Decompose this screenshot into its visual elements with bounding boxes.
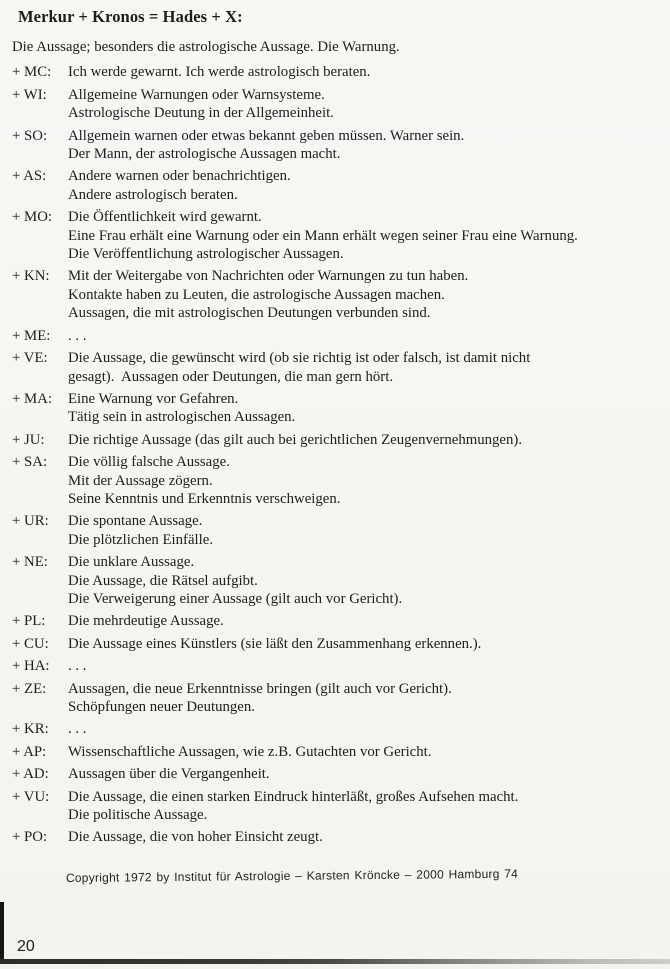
entry-lines bbox=[68, 327, 668, 345]
entry-row bbox=[12, 453, 668, 508]
entry-line-text: Seine Kenntnis und Erkenntnis verschweigen. bbox=[68, 490, 341, 507]
scan-artifact-left-bar bbox=[0, 902, 4, 962]
entry-label: + VE: bbox=[12, 350, 48, 367]
page-title: Merkur + Kronos = Hades + X: bbox=[18, 7, 243, 26]
entry-line-text: gesagt). Aussagen oder Deutungen, die man gern hört. bbox=[68, 368, 394, 385]
entry-lines bbox=[68, 63, 668, 81]
entry-label: + SA: bbox=[12, 454, 48, 471]
entry-lines bbox=[68, 167, 668, 204]
entry-row bbox=[12, 743, 668, 761]
entry-label: + KR: bbox=[12, 721, 49, 738]
entry-label: + KN: bbox=[12, 268, 50, 285]
entry-lines bbox=[68, 635, 668, 653]
entry-line-text: Allgemein warnen oder etwas bekannt geben müssen. Warner sein. bbox=[68, 127, 465, 144]
entry-lines bbox=[68, 612, 668, 630]
entry-row bbox=[12, 828, 668, 846]
entry-lines bbox=[68, 657, 668, 675]
entry-row bbox=[12, 349, 668, 386]
entry-line-text: Die politische Aussage. bbox=[68, 807, 208, 824]
entry-line-text: Andere astrologisch beraten. bbox=[68, 186, 238, 203]
entry-label: + MC: bbox=[12, 64, 52, 81]
scan-artifact-bottom-edge bbox=[0, 959, 670, 964]
entry-label: + ME: bbox=[12, 327, 51, 344]
entry-line-text: Eine Warnung vor Gefahren. bbox=[68, 390, 239, 407]
entry-line-text: Wissenschaftliche Aussagen, wie z.B. Gutachten vor Gericht. bbox=[68, 743, 432, 760]
entry-line-text: Die richtige Aussage (das gilt auch bei gerichtlichen Zeugenvernehmungen). bbox=[68, 431, 523, 448]
entry-lines bbox=[68, 86, 668, 123]
entry-line-text: Die Verweigerung einer Aussage (gilt auch vor Gericht). bbox=[68, 590, 403, 607]
entry-row bbox=[12, 553, 668, 608]
entry-line-text: Die Veröffentlichung astrologischer Aussagen. bbox=[68, 246, 344, 263]
page-number: 20 bbox=[17, 938, 35, 955]
entry-row bbox=[12, 127, 668, 164]
entry-line-text: Aussagen über die Vergangenheit. bbox=[68, 766, 270, 783]
entry-line-text: Die Aussage, die einen starken Eindruck hinterläßt, großes Aufsehen macht. bbox=[68, 788, 519, 805]
entry-row bbox=[12, 680, 668, 717]
entry-line-text: Aussagen, die neue Erkenntnisse bringen (gilt auch vor Gericht). bbox=[68, 680, 452, 697]
entry-lines bbox=[68, 788, 668, 825]
entry-lines bbox=[68, 765, 668, 783]
entry-row bbox=[12, 390, 668, 427]
entry-line-text: Eine Frau erhält eine Warnung oder ein Mann erhält wegen seiner Frau eine Warnung. bbox=[68, 227, 578, 244]
entry-line-text: . . . bbox=[68, 327, 87, 344]
entry-line-text: Die unklare Aussage. bbox=[68, 554, 195, 571]
entry-line-text: Die Aussage, die von hoher Einsicht zeugt. bbox=[68, 829, 323, 846]
entry-line-text: Ich werde gewarnt. Ich werde astrologisch beraten. bbox=[68, 64, 371, 81]
entry-label: + AS: bbox=[12, 168, 47, 185]
entry-lines bbox=[68, 553, 668, 608]
entry-row bbox=[12, 657, 668, 675]
copyright-line: Copyright 1972 by Institut für Astrologie – Karsten Kröncke – 2000 Hamburg 74 bbox=[65, 866, 519, 885]
entry-label: + SO: bbox=[12, 127, 48, 144]
entry-row bbox=[12, 635, 668, 653]
entry-lines bbox=[68, 828, 668, 846]
entry-line-text: Allgemeine Warnungen oder Warnsysteme. bbox=[68, 86, 325, 103]
entry-lines bbox=[68, 743, 668, 761]
entry-label: + AD: bbox=[12, 766, 49, 783]
entry-line-text: Aussagen, die mit astrologischen Deutungen verbunden sind. bbox=[68, 305, 431, 322]
entry-line-text: Mit der Aussage zögern. bbox=[68, 472, 213, 489]
entry-row bbox=[12, 788, 668, 825]
entry-row bbox=[12, 765, 668, 783]
entry-row bbox=[12, 63, 668, 81]
entry-line-text: Die Aussage, die gewünscht wird (ob sie richtig ist oder falsch, ist damit nicht bbox=[68, 350, 531, 367]
entry-line-text: Die Öffentlichkeit wird gewarnt. bbox=[68, 209, 262, 226]
entry-lines bbox=[68, 390, 668, 427]
entry-label: + ZE: bbox=[12, 680, 47, 697]
entry-label: + PL: bbox=[12, 613, 46, 630]
entry-line-text: Kontakte haben zu Leuten, die astrologische Aussagen machen. bbox=[68, 286, 445, 303]
entry-line-text: Der Mann, der astrologische Aussagen macht. bbox=[68, 146, 341, 163]
entry-lines bbox=[68, 720, 668, 738]
entry-label: + HA: bbox=[12, 658, 50, 675]
entry-line-text: . . . bbox=[68, 658, 87, 675]
entry-line-text: Astrologische Deutung in der Allgemeinheit. bbox=[68, 105, 334, 122]
entry-row bbox=[12, 612, 668, 630]
entry-lines bbox=[68, 267, 668, 322]
entry-row bbox=[12, 86, 668, 123]
entry-row bbox=[12, 327, 668, 345]
entry-line-text: Die Aussage, die Rätsel aufgibt. bbox=[68, 572, 258, 589]
entry-line-text: Tätig sein in astrologischen Aussagen. bbox=[68, 409, 296, 426]
entry-row bbox=[12, 720, 668, 738]
entry-label: + CU: bbox=[12, 635, 49, 652]
entry-lines bbox=[68, 431, 668, 449]
entry-line-text: Die mehrdeutige Aussage. bbox=[68, 613, 224, 630]
entry-lines bbox=[68, 680, 668, 717]
entry-lines bbox=[68, 208, 668, 263]
entry-label: + VU: bbox=[12, 788, 50, 805]
entry-label: + MO: bbox=[12, 209, 52, 226]
entry-row bbox=[12, 208, 668, 263]
entry-line-text: Die Aussage eines Künstlers (sie läßt den Zusammenhang erkennen.). bbox=[68, 635, 482, 652]
entry-label: + PO: bbox=[12, 829, 48, 846]
entry-lines bbox=[68, 453, 668, 508]
entries-list bbox=[12, 63, 668, 846]
entry-label: + UR: bbox=[12, 513, 49, 530]
entry-line-text: Die völlig falsche Aussage. bbox=[68, 454, 230, 471]
entry-lines bbox=[68, 512, 668, 549]
entry-label: + WI: bbox=[12, 86, 47, 103]
entry-label: + NE: bbox=[12, 554, 48, 571]
entry-line-text: Die plötzlichen Einfälle. bbox=[68, 531, 214, 548]
entry-line-text: Andere warnen oder benachrichtigen. bbox=[68, 168, 291, 185]
entry-line-text: . . . bbox=[68, 721, 87, 738]
entry-row bbox=[12, 512, 668, 549]
intro-text: Die Aussage; besonders die astrologische Aussage. Die Warnung. bbox=[12, 39, 400, 55]
entry-row bbox=[12, 267, 668, 322]
entry-lines bbox=[68, 349, 668, 386]
entry-row bbox=[12, 167, 668, 204]
entry-label: + AP: bbox=[12, 743, 47, 760]
entry-label: + JU: bbox=[12, 431, 45, 448]
entry-lines bbox=[68, 127, 668, 164]
entry-row bbox=[12, 431, 668, 449]
entry-line-text: Mit der Weitergabe von Nachrichten oder Warnungen zu tun haben. bbox=[68, 268, 469, 285]
entry-line-text: Die spontane Aussage. bbox=[68, 513, 203, 530]
entry-line-text: Schöpfungen neuer Deutungen. bbox=[68, 699, 255, 715]
entry-label: + MA: bbox=[12, 390, 52, 407]
